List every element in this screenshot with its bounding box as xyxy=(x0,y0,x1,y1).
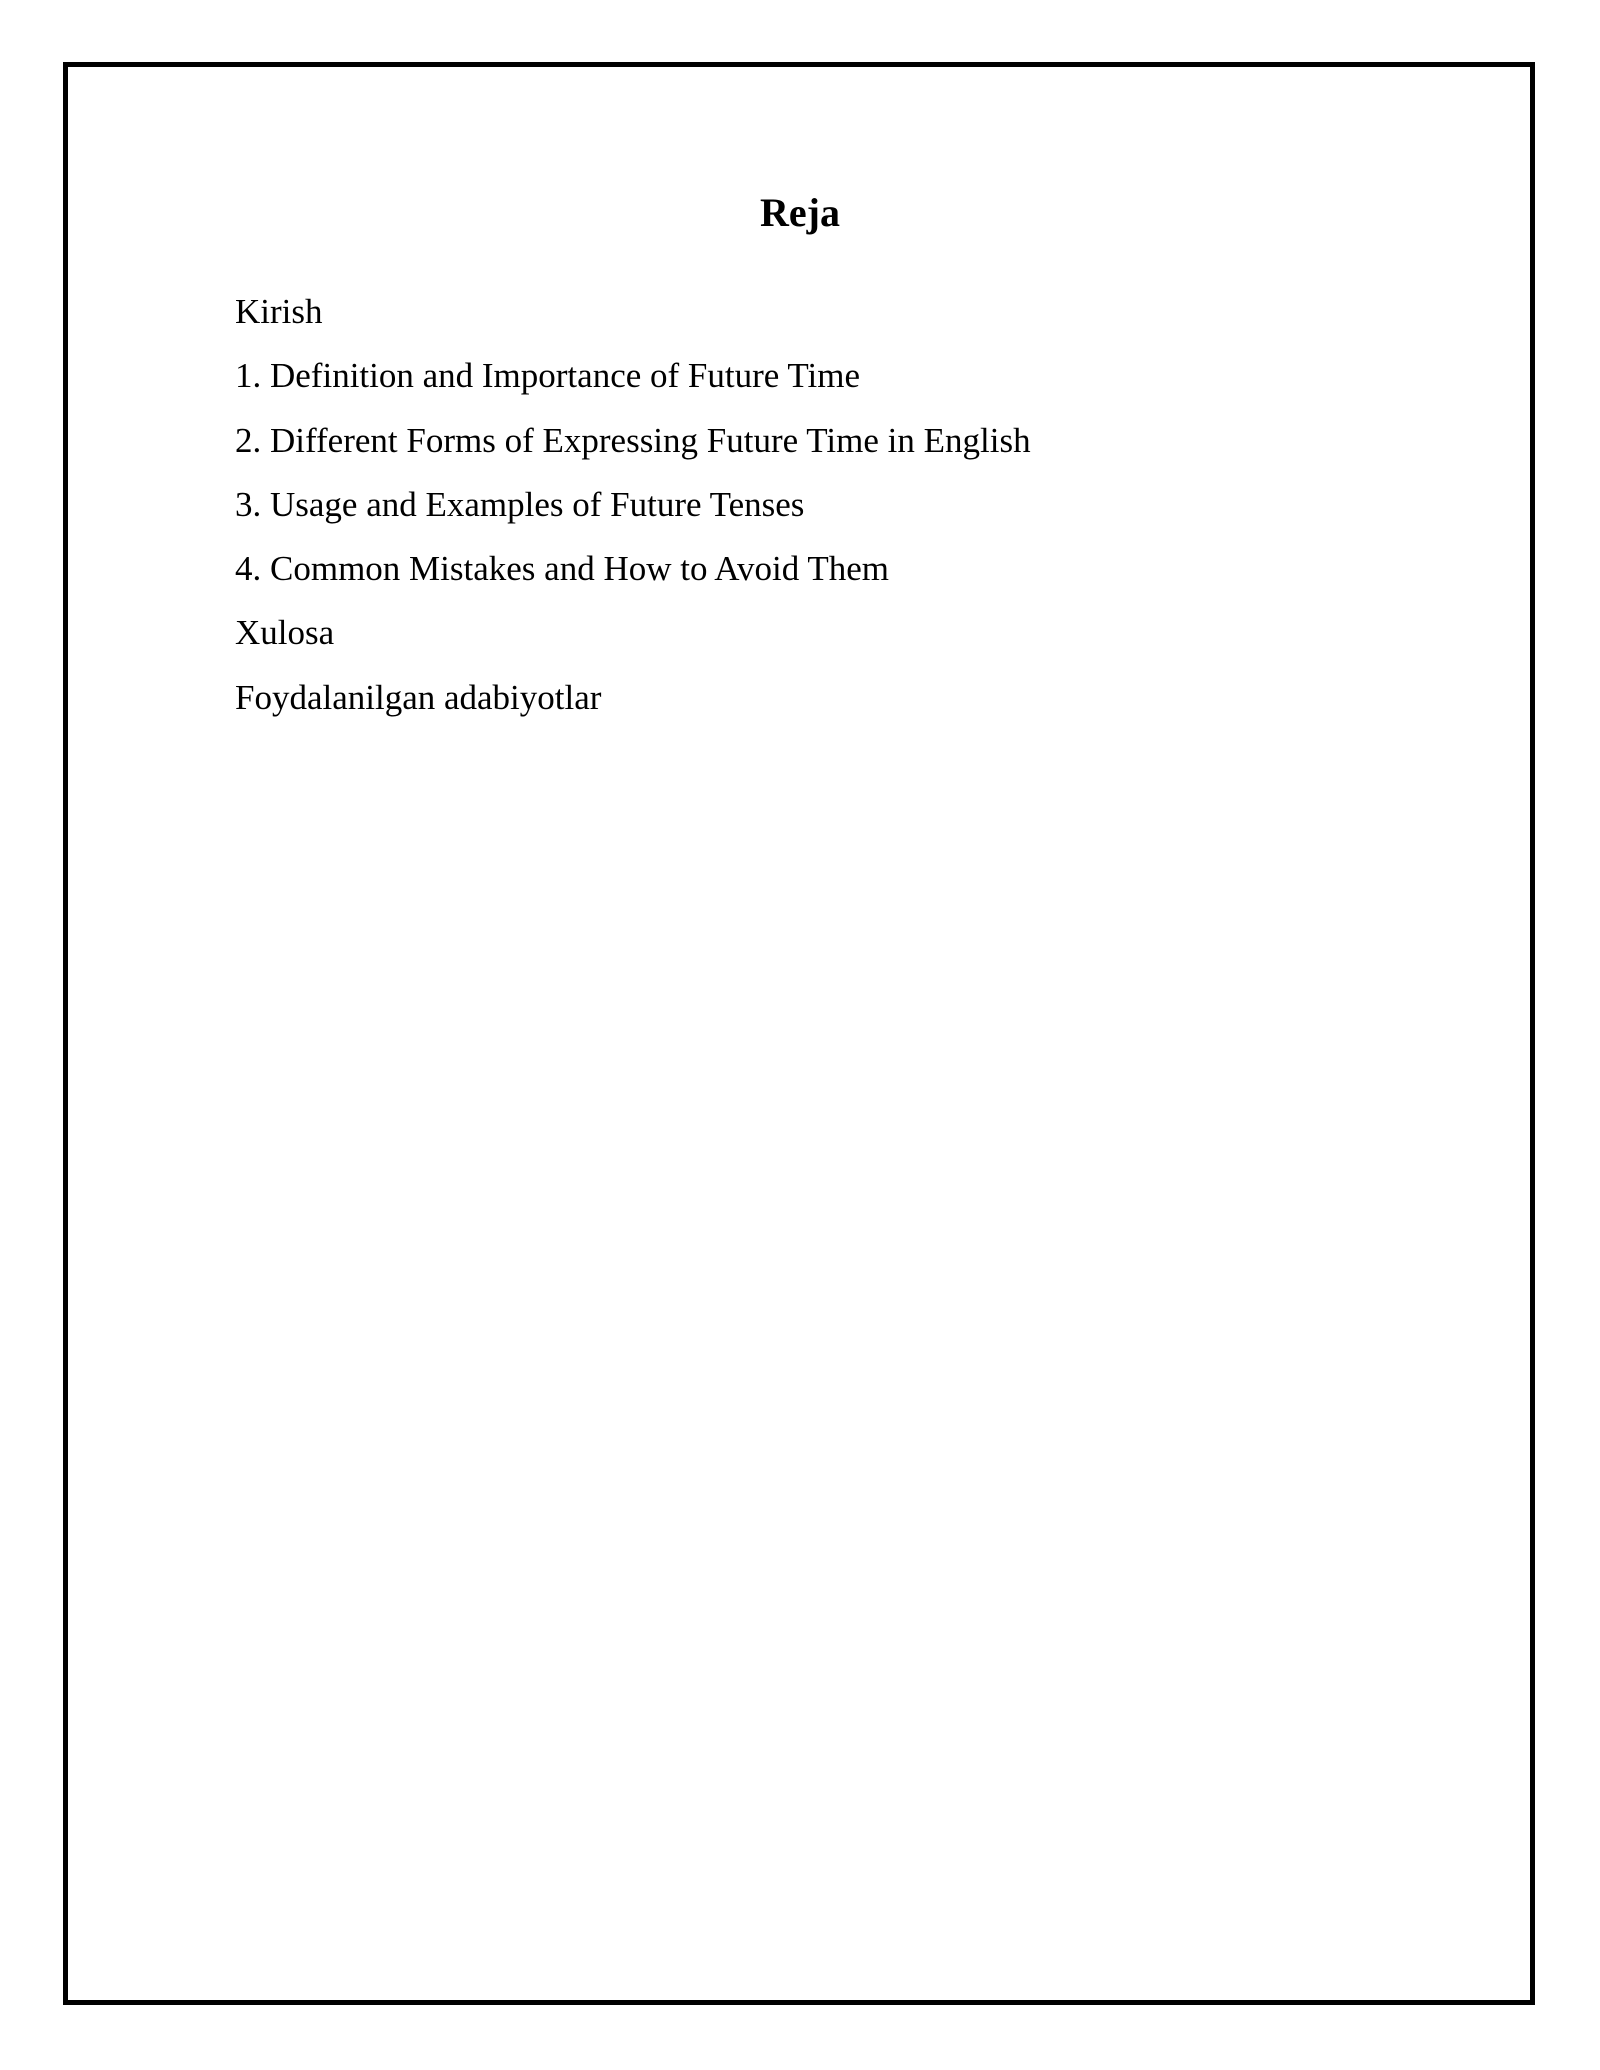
toc-item-4: 4. Common Mistakes and How to Avoid Them xyxy=(235,549,889,589)
toc-item-introduction: Kirish xyxy=(235,292,323,331)
toc-item-3: 3. Usage and Examples of Future Tenses xyxy=(235,484,805,524)
page-title: Reja xyxy=(760,190,840,235)
toc-item-conclusion: Xulosa xyxy=(235,613,335,653)
table-of-contents xyxy=(235,288,1031,738)
toc-item-references: Foydalanilgan adabiyotlar xyxy=(235,677,602,717)
toc-item-1: 1. Definition and Importance of Future Time xyxy=(235,356,861,396)
toc-item-2: 2. Different Forms of Expressing Future Time in English xyxy=(235,420,1031,460)
